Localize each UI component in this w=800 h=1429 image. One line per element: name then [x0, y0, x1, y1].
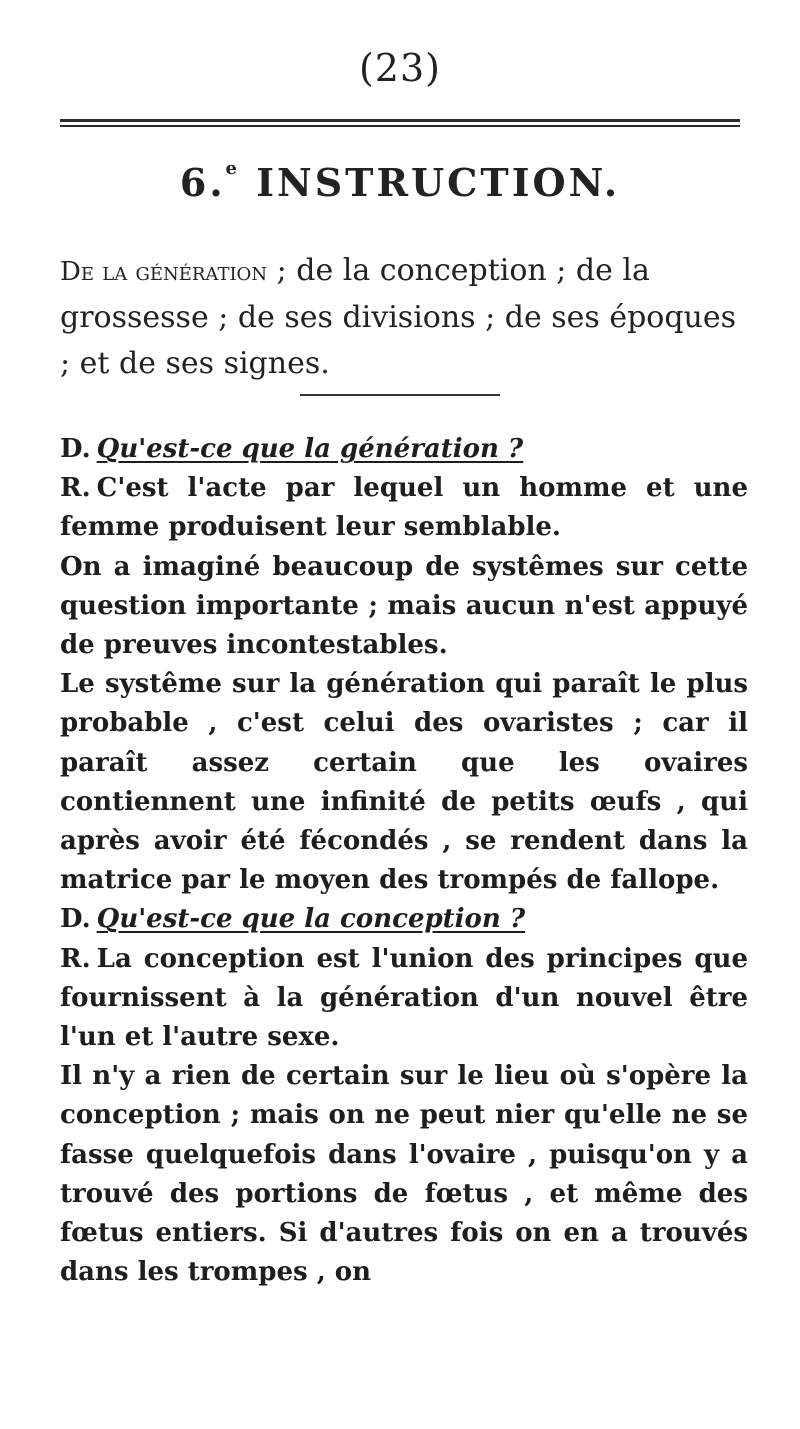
paragraph	[60, 1057, 748, 1292]
heading-number: 6.	[179, 160, 226, 205]
paragraph-text: On a imaginé beaucoup de systêmes sur cette question importante ; mais aucun n'est appuyé de preuves incontestables.	[60, 551, 748, 661]
paragraph	[60, 548, 748, 666]
paragraph-text: Le systême sur la génération qui paraît le plus probable , c'est celui des ovaristes ; car il paraît assez certain que les ovaires contiennent une infinité de petits œufs , qui après avoir été fécondés , se rendent dans la matrice par le moyen des trompés de fallope.	[60, 669, 748, 896]
paragraph-lead: D.	[60, 904, 91, 935]
section-subtitle	[60, 248, 748, 387]
paragraph-lead: R.	[60, 473, 91, 504]
paragraph-text: C'est l'acte par lequel un homme et une femme produisent leur semblable.	[60, 473, 748, 543]
paragraph	[60, 665, 748, 900]
double-rule-divider	[60, 119, 740, 128]
paragraph	[60, 940, 748, 1058]
question-text: Qu'est-ce que la conception ?	[96, 904, 526, 935]
heading-title: INSTRUCTION.	[256, 160, 621, 205]
section-heading	[0, 160, 800, 205]
question-text: Qu'est-ce que la génération ?	[96, 434, 524, 464]
paragraph	[60, 430, 748, 469]
paragraph-text: Il n'y a rien de certain sur le lieu où s'opère la conception ; mais on ne peut nier qu'elle ne se fasse quelquefois dans l'ovaire , puisqu'on y a trouvé des portions de fœtus , et même des fœtus entiers. Si d'autres fois on en a trouvés dans les trompes , on	[60, 1061, 748, 1288]
paragraph-lead: R.	[60, 943, 91, 974]
paragraph	[60, 900, 748, 939]
subtitle-small-caps: De la génération	[60, 257, 268, 287]
paragraph	[60, 469, 748, 547]
short-rule-divider	[300, 394, 500, 396]
heading-superscript: e	[225, 158, 240, 179]
page-number: (23)	[358, 46, 441, 90]
subtitle-rest: ; de la conception ; de la grossesse ; de ses divisions ; de ses époques ; et de ses signes.	[60, 253, 737, 381]
paragraph-lead: D.	[60, 434, 91, 464]
paragraph-text: La conception est l'union des principes que fournissent à la génération d'un nouvel être l'un et l'autre sexe.	[60, 943, 748, 1053]
body-text	[60, 430, 748, 1292]
